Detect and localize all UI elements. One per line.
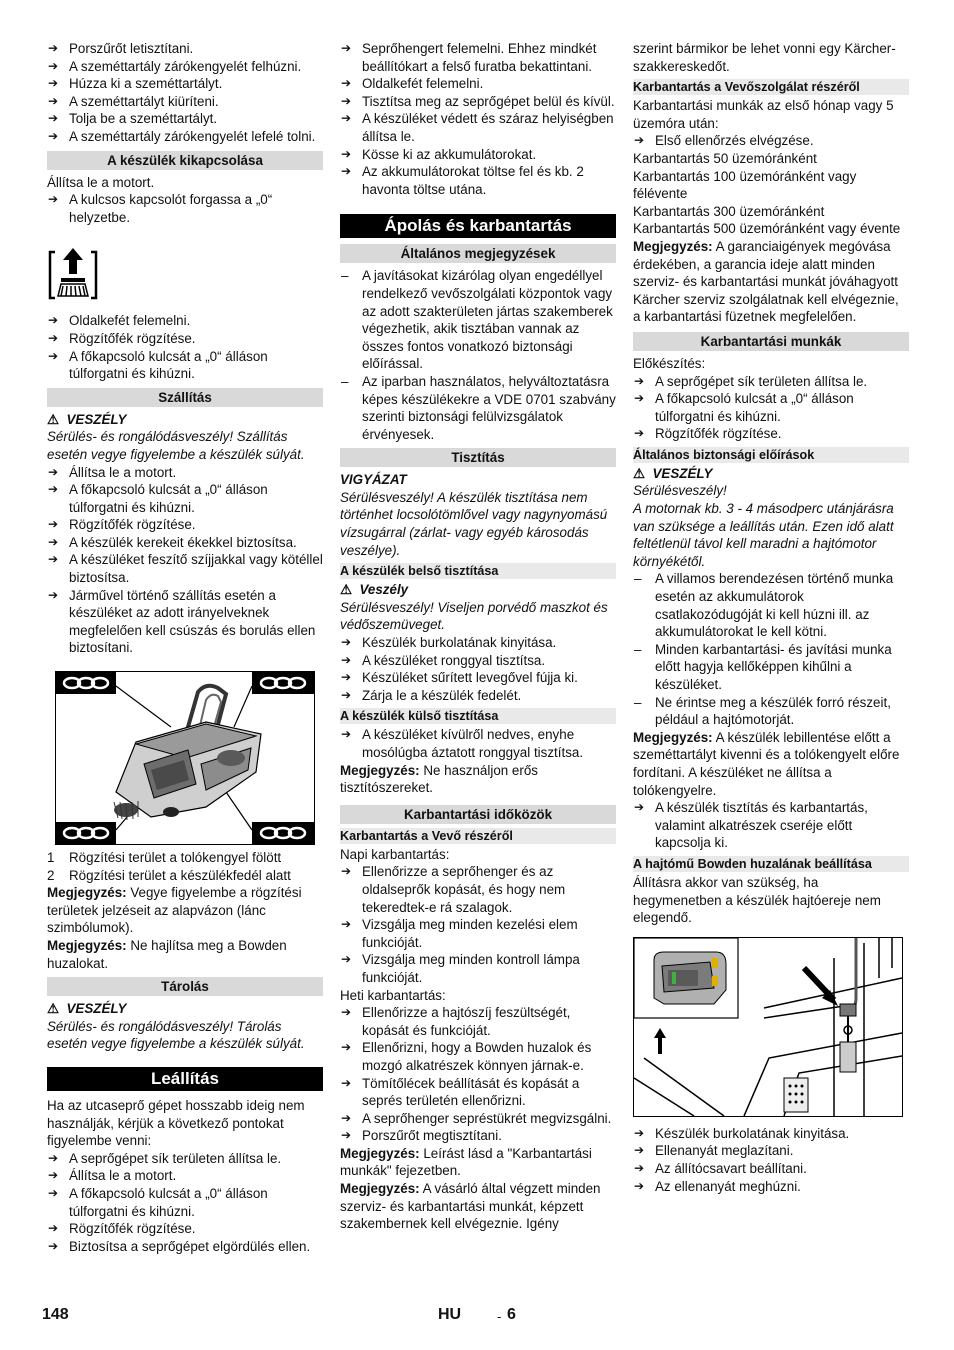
paragraph: Heti karbantartás: (340, 987, 446, 1003)
list-item: ➔ Állítsa le a motort. (47, 1167, 323, 1185)
note-label: Megjegyzés: (340, 1145, 420, 1161)
note (47, 884, 323, 937)
list-item: ➔ A szeméttartály zárókengyelét felhúzni. (47, 58, 323, 76)
list-item: ➔ A szeméttartályt kiüríteni. (47, 93, 323, 111)
section-heading: Általános megjegyzések (340, 244, 616, 263)
note-text: A vásárló által végzett minden szerviz- és karbantartási munkát, képzett szakembernek kell elvégeznie. Igény (340, 1181, 601, 1232)
warning-icon: ⚠ (340, 582, 353, 598)
figure-legend-item (47, 867, 323, 885)
list-item: ➔ Ellenanyát meglazítani. (633, 1142, 909, 1160)
list-item: ➔ Oldalkefét felemelni. (340, 75, 616, 93)
list-item: ➔ A készülék tisztítás és karbantartás, valamint alkatrészek cseréje előtt kapcsolja ki. (633, 799, 909, 852)
note-label: Megjegyzés: (340, 762, 420, 778)
list-item: – A villamos berendezésen történő munka esetén az akkumulátorok csatlakozódugóját ki kell húzni ill. az akkumulátorokat le kell kötni. (633, 570, 909, 640)
section-heading: Tárolás (47, 977, 323, 996)
figure-legend-item (47, 849, 323, 867)
warning-text: Sérülésveszély! A készülék tisztítása nem történhet locsolótömlővel vagy nagynyomású vízsugárral (zárlat- vagy egyéb károsodás veszélye). (340, 489, 608, 558)
list-item: ➔ Készüléket sűrített levegővel fújja ki. (340, 669, 616, 687)
subsection-heading: A hajtómű Bowden huzalának beállítása (633, 856, 909, 872)
legend-number: 2 (47, 867, 55, 883)
list-item: ➔ Vizsgálja meg minden kontroll lámpa funkcióját. (340, 951, 616, 986)
list-item: ➔ Első ellenőrzés elvégzése. (633, 132, 909, 150)
list-item: ➔ Rögzítőfék rögzítése. (47, 330, 323, 348)
footer-separator: - (497, 1309, 502, 1324)
list-item: ➔ Ellenőrizni, hogy a Bowden huzalok és mozgó alkatrészek könnyen járnak-e. (340, 1039, 616, 1074)
list-item: – Az iparban használatos, helyváltoztatásra képes készülékekre a VDE 0701 szabvány szerinti biztonsági felülvizsgálatok érvényesek. (340, 373, 616, 443)
list-item: ➔ Seprőhengert felemelni. Ehhez mindkét beállítókart a felső furatba bekattintani. (340, 40, 616, 75)
list-item: ➔ Állítsa le a motort. (47, 464, 323, 482)
list-item: ➔ A kulcsos kapcsolót forgassa a „0“ helyzetbe. (47, 191, 323, 226)
list-item: ➔ Rögzítőfék rögzítése. (47, 1220, 323, 1238)
list-item: – Ne érintse meg a készülék forró részeit, például a hajtómotorját. (633, 694, 909, 729)
note-text: Vegye figyelembe a rögzítési területek jelzéseit az alapvázon (lánc szimbólumok). (47, 885, 302, 936)
legend-text: Rögzítési terület a tolókengyel fölött (69, 850, 282, 866)
paragraph: szerint bármikor be lehet vonni egy Kärcher-szakkereskedőt. (633, 41, 896, 74)
list-item: ➔ Zárja le a készülék fedelét. (340, 687, 616, 705)
list-item: ➔ Készülék burkolatának kinyitása. (633, 1125, 909, 1143)
list-item: ➔ A szeméttartály zárókengyelét lefelé tolni. (47, 128, 323, 146)
list-item: ➔ A főkapcsoló kulcsát a „0“ álláson túlforgatni és kihúzni. (47, 1185, 323, 1220)
section-heading: Karbantartási időközök (340, 805, 616, 824)
warning-icon: ⚠ (47, 411, 60, 427)
list-item: ➔ Tisztítsa meg az seprőgépet belül és kívül. (340, 93, 616, 111)
note-label: Megjegyzés: (47, 885, 127, 901)
list-item: ➔ Tömítőlécek beállítását és kopását a seprés területén ellenőrizni. (340, 1075, 616, 1110)
warning-text: Sérülés- és rongálódásveszély! Tárolás esetén vegye figyelembe a készülék súlyát. (47, 1018, 305, 1052)
bowden-figure (633, 937, 903, 1117)
legend-number: 1 (47, 850, 55, 866)
list-item: ➔ Rögzítőfék rögzítése. (47, 516, 323, 534)
paragraph: Előkészítés: (633, 355, 706, 371)
list-item: ➔ A készüléket ronggyal tisztítsa. (340, 652, 616, 670)
note-text: A garanciaigények megóvása érdekében, a garancia ideje alatt minden szerviz- és karbantartási munkát jóváhagyott Kärcher szerviz szolgálatnak kell elvégeznie, a karbantartási füzetnek megfelelően. (633, 238, 899, 325)
list-item: ➔ A seprőgépet sík területen állítsa le. (633, 373, 909, 391)
subsection-heading: Általános biztonsági előírások (633, 447, 909, 463)
chapter-heading: Ápolás és karbantartás (340, 214, 616, 238)
list-item: ➔ Vizsgálja meg minden kezelési elem funkcióját. (340, 916, 616, 951)
list-item: – Minden karbantartási- és javítási munka előtt hagyja kellőképpen kihűlni a készüléket. (633, 641, 909, 694)
warning-icon: ⚠ (633, 465, 646, 481)
section-heading: Szállítás (47, 388, 323, 407)
note (340, 762, 616, 797)
subsection-heading: Karbantartás a Vevő részéről (340, 828, 616, 844)
subsection-heading: Karbantartás a Vevőszolgálat részéről (633, 79, 909, 95)
list-item: ➔ Porszűrőt megtisztítani. (340, 1127, 616, 1145)
note-text: Ne használjon erős tisztítószereket. (340, 762, 538, 796)
warning-heading (47, 1000, 323, 1018)
list-item: ➔ Porszűrőt letisztítani. (47, 40, 323, 58)
page-number: 148 (42, 1306, 69, 1323)
list-item: ➔ A főkapcsoló kulcsát a „0“ álláson túlforgatni és kihúzni. (633, 390, 909, 425)
language-code: HU (438, 1306, 462, 1323)
caution-label: VIGYÁZAT (340, 472, 407, 488)
note-text: Leírást lásd a "Karbantartási munkák" fejezetben. (340, 1145, 592, 1179)
note (47, 937, 323, 972)
warning-icon: ⚠ (47, 1001, 60, 1017)
paragraph: Napi karbantartás: (340, 846, 450, 862)
chapter-heading: Leállítás (47, 1067, 323, 1091)
list-item: ➔ Húzza ki a szeméttartályt. (47, 75, 323, 93)
manual-icon (47, 244, 323, 304)
note-label: Megjegyzés: (340, 1181, 420, 1197)
section-heading: Tisztítás (340, 448, 616, 467)
paragraph: Karbantartás 50 üzemóránként (633, 150, 817, 166)
note (340, 1145, 616, 1180)
warning-text: Sérülésveszély! Viseljen porvédő maszkot és védőszemüveget. (340, 599, 608, 633)
subsection-heading: A készülék belső tisztítása (340, 563, 616, 579)
list-item: ➔ Az állítócsavart beállítani. (633, 1160, 909, 1178)
note-text: Ne hajlítsa meg a Bowden huzalokat. (47, 938, 287, 971)
note (340, 1180, 616, 1233)
list-item: – A javításokat kizárólag olyan engedéllyel rendelkező vevőszolgálati központok vagy az adott szakterületen jártas szakemberek végezhetik, akik tisztában vannak az összes fontos vonatkozó biztonsági előírással. (340, 267, 616, 373)
note-label: Megjegyzés: (47, 938, 127, 953)
warning-heading (633, 465, 909, 483)
note-text: A készülék lebillentése előtt a szeméttartályt kivenni és a tolókengyelt előre fordítani. A készüléket ne állítsa a tolókengyelre. (633, 729, 900, 798)
section-heading: A készülék kikapcsolása (47, 151, 323, 170)
warning-heading (340, 581, 616, 599)
list-item: ➔ A készüléket védett és száraz helyiségben állítsa le. (340, 110, 616, 145)
paragraph: Karbantartási munkák az első hónap vagy 5 üzemóra után: (633, 98, 894, 131)
warning-heading (47, 411, 323, 429)
list-item: ➔ A készülék kerekeit ékekkel biztosítsa. (47, 534, 323, 552)
list-item: ➔ Az ellenanyát meghúzni. (633, 1178, 909, 1196)
paragraph: Karbantartás 300 üzemóránként (633, 203, 825, 219)
list-item: ➔ Tolja be a szeméttartályt. (47, 110, 323, 128)
list-item: ➔ A készüléket kívülről nedves, enyhe mosólúgba áztatott ronggyal tisztítsa. (340, 726, 616, 761)
list-item: ➔ Oldalkefét felemelni. (47, 312, 323, 330)
list-item: ➔ A főkapcsoló kulcsát a „0“ álláson túlforgatni és kihúzni. (47, 348, 323, 383)
warning-label: VESZÉLY (652, 465, 713, 481)
paragraph: Állításra akkor van szükség, ha hegymenetben a készülék hajtóereje nem elegendő. (633, 874, 881, 926)
column-left (47, 40, 323, 1255)
column-right (633, 40, 909, 1195)
note-label: Megjegyzés: (633, 729, 713, 745)
list-item: ➔ Kösse ki az akkumulátorokat. (340, 146, 616, 164)
subsection-heading: A készülék külső tisztítása (340, 708, 616, 724)
section-heading: Karbantartási munkák (633, 332, 909, 351)
list-item: ➔ Az akkumulátorokat töltse fel és kb. 2 havonta töltse utána. (340, 163, 616, 198)
warning-text: Sérülésveszély! A motornak kb. 3 - 4 másodperc utánjárásra van szüksége a leállítás után. Ezen idő alatt feltétlenül távol kell maradni a hajtómotor környékétől. (633, 483, 894, 569)
paragraph: Karbantartás 500 üzemóránként vagy évente (633, 221, 901, 237)
note (633, 238, 909, 326)
warning-label: VESZÉLY (66, 1001, 127, 1017)
legend-text: Rögzítési terület a készülékfedél alatt (69, 867, 291, 883)
warning-label: VESZÉLY (66, 411, 127, 427)
paragraph: Állítsa le a motort. (47, 174, 155, 190)
paragraph: Karbantartás 100 üzemóránként vagy félévente (633, 168, 857, 202)
list-item: ➔ Járművel történő szállítás esetén a készüléket az adott irányelveknek megfelelően kell csúszás és borulás ellen biztosítani. (47, 587, 323, 657)
list-item: ➔ Ellenőrizze a hajtószíj feszültségét, kopását és funkcióját. (340, 1004, 616, 1039)
paragraph: Ha az utcaseprő gépet hosszabb ideig nem használják, kérjük a következő pontokat figyelembe venni: (47, 1097, 305, 1149)
list-item: ➔ A seprőgépet sík területen állítsa le. (47, 1150, 323, 1168)
note (633, 729, 909, 799)
list-item: ➔ A seprőhenger sepréstükrét megvizsgálni. (340, 1110, 616, 1128)
page-index: 6 (507, 1306, 516, 1323)
warning-text: Sérülés- és rongálódásveszély! Szállítás esetén vegye figyelembe a készülék súlyát. (47, 429, 305, 462)
list-item: ➔ Biztosítsa a seprőgépet elgördülés ellen. (47, 1238, 323, 1256)
warning-label: Veszély (359, 582, 409, 598)
transport-figure (55, 671, 315, 845)
list-item: ➔ Készülék burkolatának kinyitása. (340, 634, 616, 652)
list-item: ➔ Ellenőrizze a seprőhenger és az oldalseprők kopását, és hogy nem tekeredtek-e rá szalagok. (340, 863, 616, 916)
list-item: ➔ Rögzítőfék rögzítése. (633, 425, 909, 443)
list-item: ➔ A főkapcsoló kulcsát a „0“ álláson túlforgatni és kihúzni. (47, 481, 323, 516)
note-label: Megjegyzés: (633, 238, 713, 254)
column-middle (340, 40, 616, 1233)
list-item: ➔ A készüléket feszítő szíjjakkal vagy kötéllel biztosítsa. (47, 551, 323, 586)
